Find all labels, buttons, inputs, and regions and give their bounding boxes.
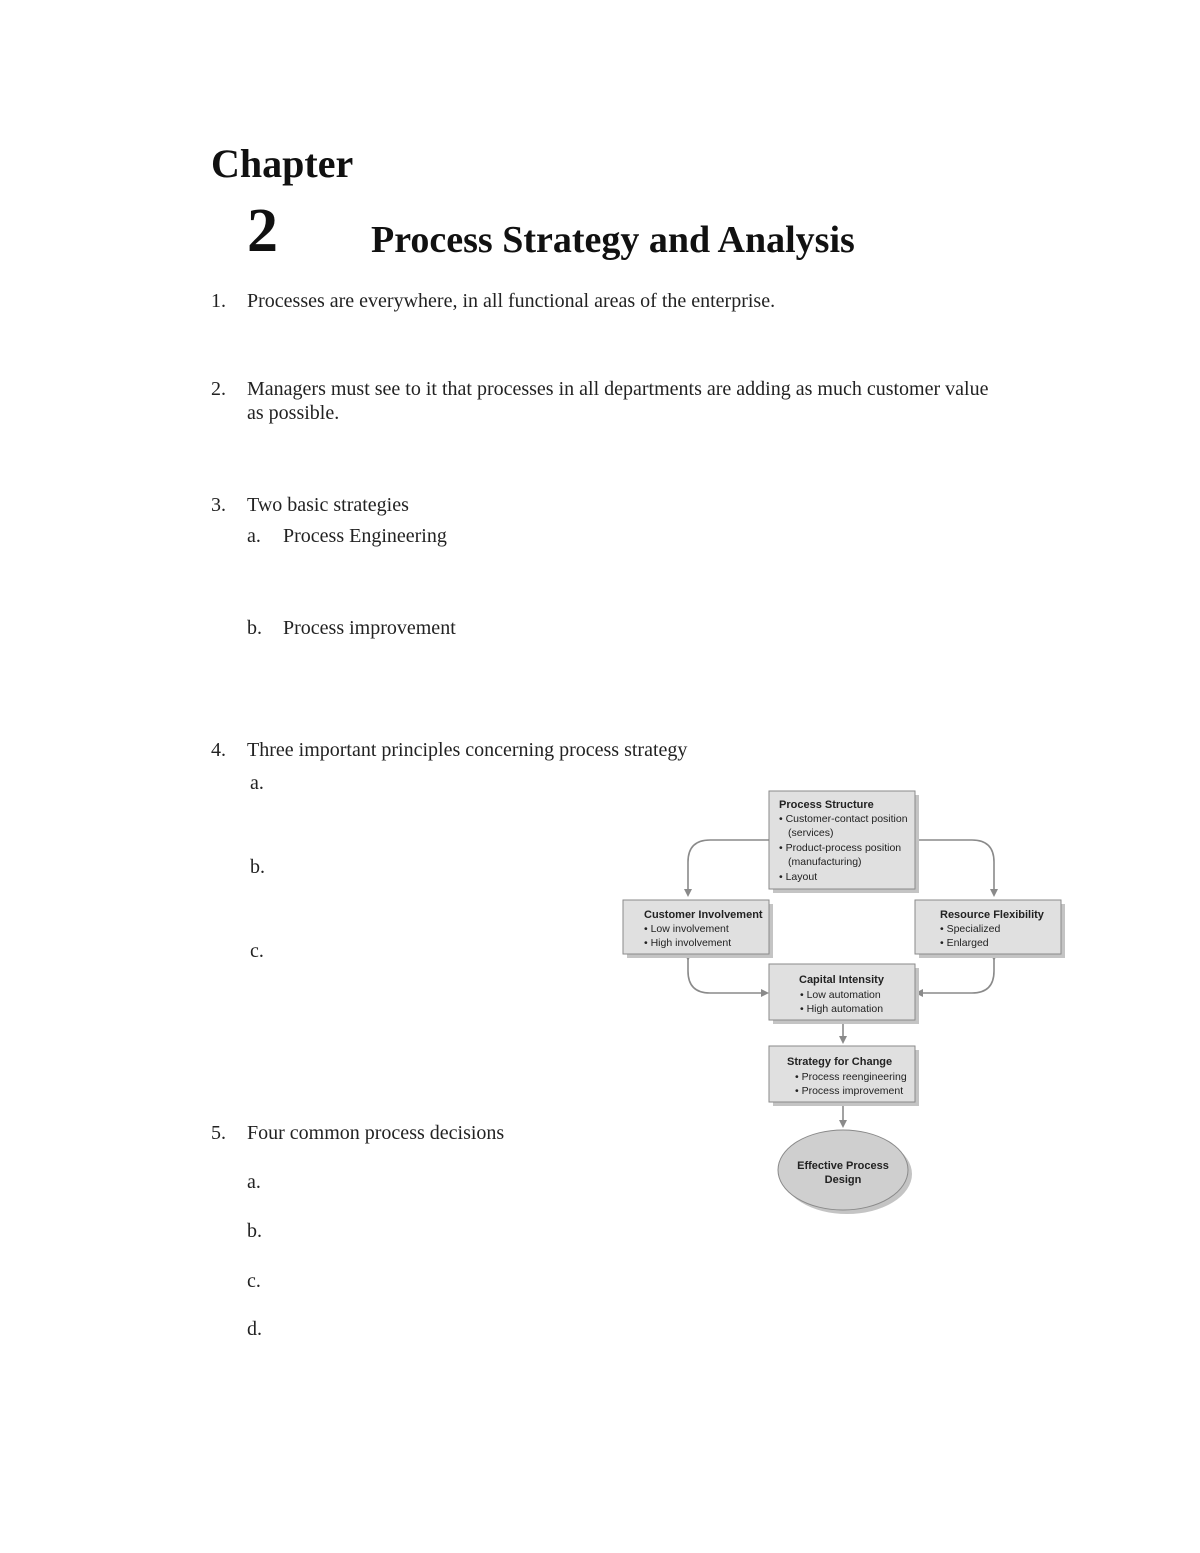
- effective-design-line2: Design: [824, 1174, 862, 1186]
- capital-intensity-title: Capital Intensity: [799, 974, 884, 986]
- effective-design-line1: Effective Process: [797, 1160, 889, 1172]
- arrow-structure-to-flexibility: [915, 840, 994, 895]
- resource-flexibility-box: [915, 900, 1065, 958]
- item-5-sub-label-b: b.: [247, 1220, 262, 1242]
- item-3-sub-text-b: Process improvement: [283, 617, 456, 639]
- item-number-4: 4.: [211, 739, 226, 761]
- strategy-for-change-line: • Process reengineering: [795, 1071, 907, 1083]
- capital-intensity-line: • Low automation: [800, 989, 881, 1001]
- customer-involvement-line: • High involvement: [644, 937, 732, 949]
- item-text-1: Processes are everywhere, in all functional areas of the enterprise.: [247, 290, 776, 312]
- capital-intensity-line: • High automation: [800, 1003, 884, 1015]
- arrow-structure-to-involvement: [688, 840, 769, 895]
- strategy-for-change-box: [769, 1046, 919, 1106]
- item-text-3: Two basic strategies: [247, 494, 409, 516]
- process-structure-title: Process Structure: [779, 799, 874, 811]
- strategy-for-change-title: Strategy for Change: [787, 1056, 893, 1068]
- customer-involvement-line: • Low involvement: [644, 923, 729, 935]
- item-3-sub-label-b: b.: [247, 617, 262, 639]
- item-4-sub-label-a: a.: [250, 772, 264, 794]
- arrow-flexibility-to-capital: [917, 959, 994, 993]
- item-4-sub-label-b: b.: [250, 856, 265, 878]
- item-text-2-line1: Managers must see to it that processes in all departments are adding as much customer value: [247, 378, 989, 400]
- customer-involvement-title: Customer Involvement: [644, 909, 763, 921]
- process-structure-line: (services): [788, 827, 834, 839]
- item-number-1: 1.: [211, 290, 226, 312]
- item-text-4: Three important principles concerning process strategy: [247, 739, 688, 761]
- chapter-label: Chapter: [211, 141, 354, 186]
- capital-intensity-box: [769, 964, 919, 1024]
- process-structure-line: • Product-process position: [779, 842, 902, 854]
- effective-process-design-ellipse: [778, 1130, 912, 1214]
- strategy-for-change-line: • Process improvement: [795, 1085, 904, 1097]
- item-5-sub-label-d: d.: [247, 1318, 262, 1340]
- chapter-number: 2: [247, 197, 278, 265]
- process-structure-line: • Layout: [779, 871, 818, 883]
- process-structure-box: [769, 791, 919, 893]
- process-structure-line: (manufacturing): [788, 856, 862, 868]
- item-number-2: 2.: [211, 378, 226, 400]
- customer-involvement-box: [623, 900, 773, 958]
- item-number-5: 5.: [211, 1122, 226, 1144]
- item-4-sub-label-c: c.: [250, 940, 264, 962]
- process-structure-line: • Customer-contact position: [779, 813, 908, 825]
- page-title: Process Strategy and Analysis: [371, 219, 855, 261]
- item-5-sub-label-c: c.: [247, 1270, 261, 1292]
- item-3-sub-label-a: a.: [247, 525, 261, 547]
- resource-flexibility-line: • Enlarged: [940, 937, 989, 949]
- process-strategy-diagram: [615, 783, 1075, 1223]
- arrow-involvement-to-capital: [688, 959, 767, 993]
- resource-flexibility-title: Resource Flexibility: [940, 909, 1044, 921]
- item-number-3: 3.: [211, 494, 226, 516]
- item-3-sub-text-a: Process Engineering: [283, 525, 447, 547]
- item-5-sub-label-a: a.: [247, 1171, 261, 1193]
- item-text-5: Four common process decisions: [247, 1122, 505, 1144]
- resource-flexibility-line: • Specialized: [940, 923, 1001, 935]
- item-text-2-line2: as possible.: [247, 402, 340, 424]
